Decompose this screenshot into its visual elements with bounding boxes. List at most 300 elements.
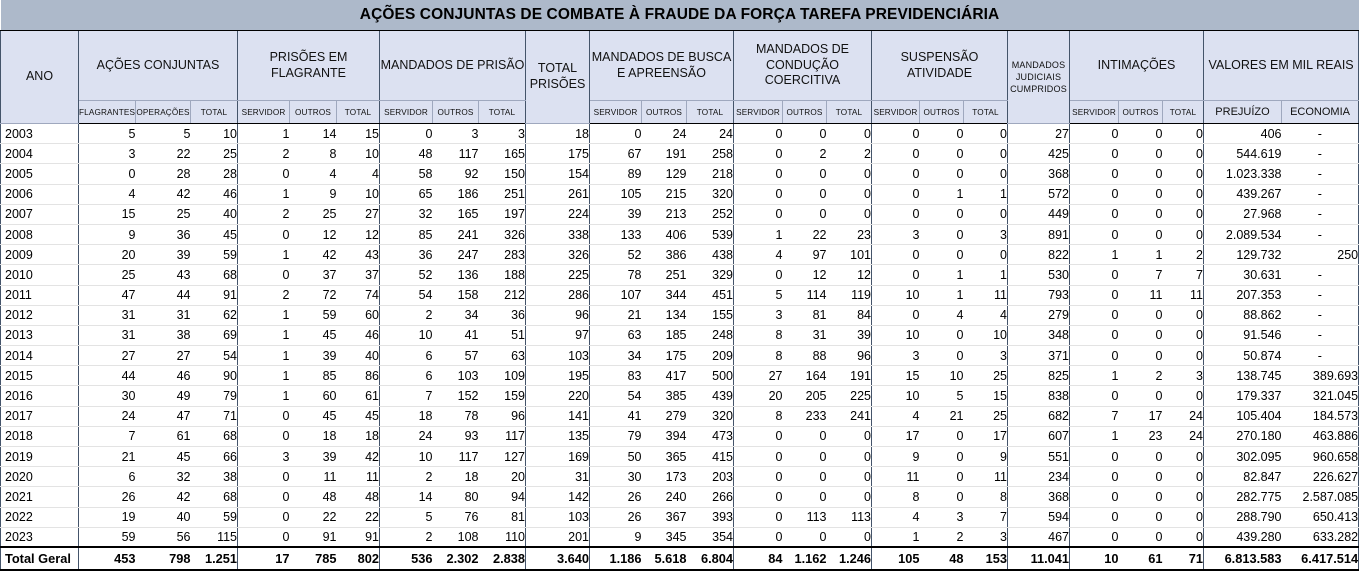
cell-total-pris-es: 286 <box>526 285 590 305</box>
cell-a-es-conjuntas-flagrantes: 4 <box>79 184 136 204</box>
cell-mandados-de-pris-o-total: 96 <box>479 406 526 426</box>
row-year-cell: 2017 <box>1 406 79 426</box>
row-year-cell: 2022 <box>1 507 79 527</box>
header-group-label: TOTAL PRISÕES <box>529 61 586 91</box>
cell-mandados-de-condu-o-coercitiva-outros: 0 <box>783 164 827 184</box>
cell-mandados-de-busca-e-apreens-o-servidor: 9 <box>590 527 642 547</box>
cell-suspens-o-atividade-servidor: 9 <box>872 447 920 467</box>
cell-mandados-de-condu-o-coercitiva-total: 241 <box>827 406 872 426</box>
cell-intima-es-servidor: 0 <box>1070 144 1119 164</box>
cell-a-es-conjuntas-opera-es: 45 <box>136 447 191 467</box>
table-row <box>1 245 1359 265</box>
cell-mandados-de-condu-o-coercitiva-outros: 164 <box>783 366 827 386</box>
cell-mandados-de-busca-e-apreens-o-servidor: 67 <box>590 144 642 164</box>
cell-a-es-conjuntas-total: 59 <box>191 507 238 527</box>
cell-a-es-conjuntas-flagrantes: 19 <box>79 507 136 527</box>
cell-mandados-de-busca-e-apreens-o-total: 415 <box>687 447 734 467</box>
subheader-total: TOTAL <box>964 101 1008 124</box>
cell-intima-es-total: 0 <box>1163 325 1204 345</box>
cell-intima-es-servidor: 10 <box>1070 547 1119 570</box>
cell-intima-es-servidor: 0 <box>1070 305 1119 325</box>
cell-valores-em-mil-reais-preju-zo: 91.546 <box>1204 325 1282 345</box>
cell-pris-es-em-flagrante-servidor: 3 <box>238 447 290 467</box>
table-row <box>1 204 1359 224</box>
cell-mandados-de-condu-o-coercitiva-servidor: 4 <box>734 245 783 265</box>
table-row <box>1 305 1359 325</box>
cell-mandados-de-busca-e-apreens-o-total: 252 <box>687 204 734 224</box>
cell-suspens-o-atividade-servidor: 11 <box>872 467 920 487</box>
cell-pris-es-em-flagrante-outros: 39 <box>290 346 337 366</box>
cell-pris-es-em-flagrante-outros: 91 <box>290 527 337 547</box>
cell-mandados-de-condu-o-coercitiva-servidor: 8 <box>734 406 783 426</box>
cell-mandados-de-condu-o-coercitiva-servidor: 0 <box>734 527 783 547</box>
cell-total-pris-es: 326 <box>526 245 590 265</box>
cell-pris-es-em-flagrante-outros: 8 <box>290 144 337 164</box>
cell-intima-es-total: 24 <box>1163 426 1204 446</box>
cell-mandados-de-condu-o-coercitiva-servidor: 84 <box>734 547 783 570</box>
cell-mandados-de-busca-e-apreens-o-outros: 185 <box>642 325 687 345</box>
cell-suspens-o-atividade-servidor: 105 <box>872 547 920 570</box>
cell-mandados-judiciais-cumpridos: 368 <box>1008 164 1070 184</box>
subheader-flagrantes: FLAGRANTES <box>79 101 136 124</box>
cell-mandados-de-condu-o-coercitiva-outros: 0 <box>783 124 827 144</box>
cell-mandados-de-condu-o-coercitiva-outros: 233 <box>783 406 827 426</box>
subheader-outros: OUTROS <box>1119 101 1163 124</box>
cell-a-es-conjuntas-flagrantes: 9 <box>79 224 136 244</box>
header-group-label: MANDADOS DE PRISÃO <box>380 57 525 72</box>
cell-a-es-conjuntas-total: 69 <box>191 325 238 345</box>
row-year-cell: 2018 <box>1 426 79 446</box>
table-row <box>1 224 1359 244</box>
cell-pris-es-em-flagrante-total: 10 <box>337 144 380 164</box>
cell-suspens-o-atividade-total: 1 <box>964 265 1008 285</box>
subheader-prejuizo: PREJUÍZO <box>1204 101 1282 124</box>
cell-valores-em-mil-reais-preju-zo: 27.968 <box>1204 204 1282 224</box>
cell-intima-es-total: 0 <box>1163 204 1204 224</box>
cell-pris-es-em-flagrante-outros: 72 <box>290 285 337 305</box>
cell-mandados-de-pris-o-total: 51 <box>479 325 526 345</box>
cell-mandados-de-condu-o-coercitiva-outros: 0 <box>783 426 827 446</box>
table-row <box>1 285 1359 305</box>
cell-intima-es-outros: 0 <box>1119 527 1163 547</box>
cell-intima-es-servidor: 0 <box>1070 124 1119 144</box>
cell-total-pris-es: 338 <box>526 224 590 244</box>
cell-suspens-o-atividade-servidor: 0 <box>872 204 920 224</box>
cell-pris-es-em-flagrante-servidor: 17 <box>238 547 290 570</box>
header-group-label: VALORES EM MIL REAIS <box>1208 57 1354 72</box>
cell-mandados-de-busca-e-apreens-o-servidor: 21 <box>590 305 642 325</box>
cell-a-es-conjuntas-total: 62 <box>191 305 238 325</box>
cell-suspens-o-atividade-servidor: 0 <box>872 265 920 285</box>
cell-total-pris-es: 103 <box>526 346 590 366</box>
cell-suspens-o-atividade-servidor: 15 <box>872 366 920 386</box>
cell-mandados-de-busca-e-apreens-o-servidor: 133 <box>590 224 642 244</box>
cell-mandados-de-condu-o-coercitiva-outros: 0 <box>783 204 827 224</box>
cell-intima-es-servidor: 1 <box>1070 426 1119 446</box>
cell-pris-es-em-flagrante-total: 42 <box>337 447 380 467</box>
cell-mandados-de-pris-o-outros: 165 <box>433 204 479 224</box>
cell-a-es-conjuntas-flagrantes: 0 <box>79 164 136 184</box>
cell-mandados-de-busca-e-apreens-o-servidor: 30 <box>590 467 642 487</box>
subheader-servidor: SERVIDOR <box>238 101 290 124</box>
cell-valores-em-mil-reais-preju-zo: 1.023.338 <box>1204 164 1282 184</box>
header-group-busca-apreensao <box>590 31 734 101</box>
row-year-cell: 2006 <box>1 184 79 204</box>
cell-mandados-de-busca-e-apreens-o-servidor: 78 <box>590 265 642 285</box>
cell-pris-es-em-flagrante-total: 10 <box>337 184 380 204</box>
cell-valores-em-mil-reais-economia: 463.886 <box>1282 426 1359 446</box>
cell-intima-es-servidor: 0 <box>1070 507 1119 527</box>
title-row <box>1 0 1359 31</box>
cell-mandados-de-pris-o-total: 127 <box>479 447 526 467</box>
table-row <box>1 487 1359 507</box>
cell-valores-em-mil-reais-preju-zo: 6.813.583 <box>1204 547 1282 570</box>
cell-a-es-conjuntas-total: 25 <box>191 144 238 164</box>
cell-suspens-o-atividade-outros: 10 <box>920 366 964 386</box>
row-year-cell: 2008 <box>1 224 79 244</box>
cell-valores-em-mil-reais-economia: - <box>1282 184 1359 204</box>
cell-mandados-de-pris-o-servidor: 10 <box>380 325 433 345</box>
cell-valores-em-mil-reais-preju-zo: 207.353 <box>1204 285 1282 305</box>
cell-mandados-de-pris-o-outros: 18 <box>433 467 479 487</box>
table-row <box>1 447 1359 467</box>
header-sub-row <box>1 101 1359 124</box>
cell-pris-es-em-flagrante-servidor: 2 <box>238 204 290 224</box>
cell-suspens-o-atividade-outros: 0 <box>920 144 964 164</box>
cell-valores-em-mil-reais-preju-zo: 270.180 <box>1204 426 1282 446</box>
cell-mandados-de-pris-o-total: 165 <box>479 144 526 164</box>
cell-valores-em-mil-reais-preju-zo: 439.280 <box>1204 527 1282 547</box>
subheader-outros: OUTROS <box>920 101 964 124</box>
header-group-label: AÇÕES CONJUNTAS <box>96 57 220 72</box>
cell-pris-es-em-flagrante-servidor: 0 <box>238 406 290 426</box>
header-group-total-prisoes <box>526 31 590 124</box>
cell-mandados-de-busca-e-apreens-o-total: 329 <box>687 265 734 285</box>
cell-pris-es-em-flagrante-outros: 25 <box>290 204 337 224</box>
cell-valores-em-mil-reais-economia: - <box>1282 305 1359 325</box>
cell-a-es-conjuntas-opera-es: 61 <box>136 426 191 446</box>
cell-valores-em-mil-reais-preju-zo: 288.790 <box>1204 507 1282 527</box>
cell-mandados-de-busca-e-apreens-o-outros: 279 <box>642 406 687 426</box>
cell-valores-em-mil-reais-economia: - <box>1282 285 1359 305</box>
cell-mandados-de-pris-o-outros: 2.302 <box>433 547 479 570</box>
cell-a-es-conjuntas-total: 28 <box>191 164 238 184</box>
cell-mandados-de-busca-e-apreens-o-outros: 345 <box>642 527 687 547</box>
cell-pris-es-em-flagrante-total: 48 <box>337 487 380 507</box>
cell-suspens-o-atividade-outros: 1 <box>920 285 964 305</box>
cell-mandados-judiciais-cumpridos: 530 <box>1008 265 1070 285</box>
cell-mandados-de-busca-e-apreens-o-servidor: 26 <box>590 507 642 527</box>
cell-valores-em-mil-reais-economia: 650.413 <box>1282 507 1359 527</box>
cell-intima-es-outros: 61 <box>1119 547 1163 570</box>
cell-suspens-o-atividade-total: 0 <box>964 204 1008 224</box>
cell-suspens-o-atividade-total: 17 <box>964 426 1008 446</box>
cell-mandados-de-condu-o-coercitiva-total: 1.246 <box>827 547 872 570</box>
cell-mandados-de-pris-o-servidor: 85 <box>380 224 433 244</box>
cell-mandados-de-busca-e-apreens-o-servidor: 79 <box>590 426 642 446</box>
cell-intima-es-outros: 0 <box>1119 386 1163 406</box>
table-row <box>1 144 1359 164</box>
cell-intima-es-outros: 0 <box>1119 467 1163 487</box>
cell-mandados-de-condu-o-coercitiva-total: 113 <box>827 507 872 527</box>
cell-pris-es-em-flagrante-total: 45 <box>337 406 380 426</box>
cell-mandados-de-condu-o-coercitiva-servidor: 0 <box>734 265 783 285</box>
cell-mandados-de-busca-e-apreens-o-total: 393 <box>687 507 734 527</box>
cell-mandados-de-pris-o-total: 110 <box>479 527 526 547</box>
cell-a-es-conjuntas-flagrantes: 27 <box>79 346 136 366</box>
cell-total-pris-es: 142 <box>526 487 590 507</box>
header-group-label: MANDADOS DE BUSCA E APREENSÃO <box>591 49 732 80</box>
cell-mandados-de-pris-o-servidor: 2 <box>380 527 433 547</box>
subheader-servidor: SERVIDOR <box>1070 101 1119 124</box>
cell-intima-es-outros: 0 <box>1119 204 1163 224</box>
cell-mandados-de-busca-e-apreens-o-total: 258 <box>687 144 734 164</box>
cell-a-es-conjuntas-total: 68 <box>191 487 238 507</box>
cell-mandados-judiciais-cumpridos: 793 <box>1008 285 1070 305</box>
cell-intima-es-total: 0 <box>1163 184 1204 204</box>
cell-a-es-conjuntas-total: 59 <box>191 245 238 265</box>
cell-mandados-de-pris-o-outros: 78 <box>433 406 479 426</box>
cell-intima-es-servidor: 0 <box>1070 164 1119 184</box>
cell-mandados-de-condu-o-coercitiva-servidor: 0 <box>734 467 783 487</box>
cell-mandados-judiciais-cumpridos: 27 <box>1008 124 1070 144</box>
cell-mandados-de-busca-e-apreens-o-total: 354 <box>687 527 734 547</box>
cell-intima-es-servidor: 0 <box>1070 346 1119 366</box>
cell-a-es-conjuntas-opera-es: 42 <box>136 184 191 204</box>
cell-mandados-de-pris-o-servidor: 32 <box>380 204 433 224</box>
cell-valores-em-mil-reais-economia: - <box>1282 325 1359 345</box>
cell-mandados-de-pris-o-outros: 158 <box>433 285 479 305</box>
cell-a-es-conjuntas-total: 45 <box>191 224 238 244</box>
cell-pris-es-em-flagrante-total: 74 <box>337 285 380 305</box>
cell-pris-es-em-flagrante-servidor: 0 <box>238 507 290 527</box>
cell-suspens-o-atividade-total: 4 <box>964 305 1008 325</box>
cell-a-es-conjuntas-opera-es: 38 <box>136 325 191 345</box>
cell-suspens-o-atividade-outros: 1 <box>920 265 964 285</box>
cell-pris-es-em-flagrante-servidor: 1 <box>238 124 290 144</box>
cell-mandados-de-busca-e-apreens-o-total: 248 <box>687 325 734 345</box>
cell-total-pris-es: 18 <box>526 124 590 144</box>
cell-pris-es-em-flagrante-total: 60 <box>337 305 380 325</box>
cell-mandados-de-pris-o-servidor: 65 <box>380 184 433 204</box>
cell-mandados-de-condu-o-coercitiva-total: 0 <box>827 426 872 446</box>
cell-suspens-o-atividade-outros: 0 <box>920 124 964 144</box>
cell-intima-es-servidor: 0 <box>1070 386 1119 406</box>
cell-intima-es-total: 0 <box>1163 447 1204 467</box>
cell-total-pris-es: 3.640 <box>526 547 590 570</box>
cell-a-es-conjuntas-opera-es: 798 <box>136 547 191 570</box>
cell-a-es-conjuntas-opera-es: 42 <box>136 487 191 507</box>
cell-pris-es-em-flagrante-total: 22 <box>337 507 380 527</box>
cell-mandados-de-condu-o-coercitiva-total: 39 <box>827 325 872 345</box>
cell-mandados-de-condu-o-coercitiva-outros: 81 <box>783 305 827 325</box>
cell-mandados-de-busca-e-apreens-o-total: 473 <box>687 426 734 446</box>
cell-intima-es-outros: 1 <box>1119 245 1163 265</box>
cell-mandados-judiciais-cumpridos: 467 <box>1008 527 1070 547</box>
cell-pris-es-em-flagrante-total: 61 <box>337 386 380 406</box>
cell-mandados-de-busca-e-apreens-o-servidor: 63 <box>590 325 642 345</box>
cell-mandados-de-busca-e-apreens-o-outros: 24 <box>642 124 687 144</box>
cell-suspens-o-atividade-outros: 48 <box>920 547 964 570</box>
row-year-cell: 2010 <box>1 265 79 285</box>
cell-valores-em-mil-reais-economia: 633.282 <box>1282 527 1359 547</box>
cell-valores-em-mil-reais-economia: 321.045 <box>1282 386 1359 406</box>
cell-mandados-de-pris-o-servidor: 6 <box>380 366 433 386</box>
cell-valores-em-mil-reais-economia: - <box>1282 346 1359 366</box>
cell-mandados-de-busca-e-apreens-o-outros: 213 <box>642 204 687 224</box>
table-row <box>1 124 1359 144</box>
cell-intima-es-total: 24 <box>1163 406 1204 426</box>
cell-suspens-o-atividade-servidor: 1 <box>872 527 920 547</box>
cell-intima-es-servidor: 0 <box>1070 325 1119 345</box>
table-row <box>1 467 1359 487</box>
cell-intima-es-servidor: 1 <box>1070 366 1119 386</box>
cell-mandados-de-condu-o-coercitiva-total: 0 <box>827 204 872 224</box>
cell-a-es-conjuntas-flagrantes: 20 <box>79 245 136 265</box>
cell-mandados-de-pris-o-total: 63 <box>479 346 526 366</box>
cell-mandados-de-pris-o-servidor: 52 <box>380 265 433 285</box>
table-row <box>1 265 1359 285</box>
cell-valores-em-mil-reais-economia: 2.587.085 <box>1282 487 1359 507</box>
cell-suspens-o-atividade-servidor: 0 <box>872 164 920 184</box>
row-year-cell: 2012 <box>1 305 79 325</box>
cell-intima-es-outros: 17 <box>1119 406 1163 426</box>
cell-suspens-o-atividade-outros: 0 <box>920 204 964 224</box>
cell-mandados-de-pris-o-servidor: 48 <box>380 144 433 164</box>
cell-mandados-de-condu-o-coercitiva-total: 84 <box>827 305 872 325</box>
cell-pris-es-em-flagrante-servidor: 2 <box>238 285 290 305</box>
column-header-ano <box>1 31 79 124</box>
cell-mandados-de-condu-o-coercitiva-total: 0 <box>827 164 872 184</box>
cell-pris-es-em-flagrante-outros: 785 <box>290 547 337 570</box>
cell-a-es-conjuntas-flagrantes: 15 <box>79 204 136 224</box>
cell-suspens-o-atividade-total: 11 <box>964 285 1008 305</box>
subheader-servidor: SERVIDOR <box>590 101 642 124</box>
cell-mandados-de-busca-e-apreens-o-total: 320 <box>687 184 734 204</box>
cell-suspens-o-atividade-servidor: 10 <box>872 285 920 305</box>
cell-pris-es-em-flagrante-outros: 42 <box>290 245 337 265</box>
cell-a-es-conjuntas-flagrantes: 21 <box>79 447 136 467</box>
cell-mandados-judiciais-cumpridos: 594 <box>1008 507 1070 527</box>
header-group-label: MANDADOS DE CONDUÇÃO COERCITIVA <box>755 42 850 88</box>
cell-mandados-de-condu-o-coercitiva-total: 0 <box>827 467 872 487</box>
cell-mandados-de-busca-e-apreens-o-servidor: 0 <box>590 124 642 144</box>
cell-mandados-de-pris-o-outros: 241 <box>433 224 479 244</box>
subheader-total: TOTAL <box>687 101 734 124</box>
cell-mandados-de-condu-o-coercitiva-servidor: 8 <box>734 346 783 366</box>
cell-intima-es-outros: 0 <box>1119 346 1163 366</box>
cell-a-es-conjuntas-total: 1.251 <box>191 547 238 570</box>
row-year-cell: 2009 <box>1 245 79 265</box>
cell-a-es-conjuntas-flagrantes: 31 <box>79 305 136 325</box>
cell-suspens-o-atividade-total: 8 <box>964 487 1008 507</box>
cell-intima-es-total: 0 <box>1163 346 1204 366</box>
cell-mandados-de-condu-o-coercitiva-outros: 113 <box>783 507 827 527</box>
cell-suspens-o-atividade-outros: 0 <box>920 164 964 184</box>
cell-suspens-o-atividade-servidor: 0 <box>872 124 920 144</box>
header-group-valores <box>1204 31 1359 101</box>
cell-valores-em-mil-reais-economia: - <box>1282 204 1359 224</box>
cell-mandados-de-busca-e-apreens-o-outros: 175 <box>642 346 687 366</box>
header-group-conducao-coercitiva <box>734 31 872 101</box>
cell-total-pris-es: 135 <box>526 426 590 446</box>
subheader-economia: ECONOMIA <box>1282 101 1359 124</box>
cell-a-es-conjuntas-flagrantes: 47 <box>79 285 136 305</box>
cell-intima-es-servidor: 0 <box>1070 204 1119 224</box>
cell-mandados-de-pris-o-outros: 92 <box>433 164 479 184</box>
cell-a-es-conjuntas-opera-es: 5 <box>136 124 191 144</box>
cell-valores-em-mil-reais-preju-zo: 105.404 <box>1204 406 1282 426</box>
cell-suspens-o-atividade-total: 1 <box>964 184 1008 204</box>
cell-suspens-o-atividade-total: 9 <box>964 447 1008 467</box>
cell-total-pris-es: 225 <box>526 265 590 285</box>
row-year-cell: 2015 <box>1 366 79 386</box>
cell-mandados-de-pris-o-outros: 247 <box>433 245 479 265</box>
row-year-cell: 2016 <box>1 386 79 406</box>
cell-mandados-de-pris-o-outros: 152 <box>433 386 479 406</box>
cell-suspens-o-atividade-outros: 21 <box>920 406 964 426</box>
cell-pris-es-em-flagrante-outros: 39 <box>290 447 337 467</box>
cell-suspens-o-atividade-total: 25 <box>964 406 1008 426</box>
cell-a-es-conjuntas-flagrantes: 30 <box>79 386 136 406</box>
header-group-label: INTIMAÇÕES <box>1097 57 1176 72</box>
cell-mandados-de-pris-o-total: 20 <box>479 467 526 487</box>
cell-pris-es-em-flagrante-outros: 45 <box>290 325 337 345</box>
cell-mandados-de-condu-o-coercitiva-outros: 97 <box>783 245 827 265</box>
cell-pris-es-em-flagrante-outros: 14 <box>290 124 337 144</box>
cell-suspens-o-atividade-outros: 0 <box>920 467 964 487</box>
table-row <box>1 325 1359 345</box>
cell-mandados-de-busca-e-apreens-o-servidor: 52 <box>590 245 642 265</box>
cell-a-es-conjuntas-opera-es: 36 <box>136 224 191 244</box>
cell-mandados-de-condu-o-coercitiva-servidor: 0 <box>734 426 783 446</box>
cell-suspens-o-atividade-outros: 4 <box>920 305 964 325</box>
cell-total-pris-es: 169 <box>526 447 590 467</box>
cell-suspens-o-atividade-total: 7 <box>964 507 1008 527</box>
cell-intima-es-total: 0 <box>1163 124 1204 144</box>
cell-mandados-de-condu-o-coercitiva-servidor: 0 <box>734 184 783 204</box>
cell-mandados-de-busca-e-apreens-o-outros: 367 <box>642 507 687 527</box>
cell-pris-es-em-flagrante-servidor: 1 <box>238 305 290 325</box>
cell-a-es-conjuntas-opera-es: 46 <box>136 366 191 386</box>
cell-mandados-de-condu-o-coercitiva-servidor: 1 <box>734 224 783 244</box>
cell-mandados-de-pris-o-total: 117 <box>479 426 526 446</box>
cell-intima-es-servidor: 0 <box>1070 285 1119 305</box>
cell-mandados-de-pris-o-servidor: 536 <box>380 547 433 570</box>
cell-mandados-de-condu-o-coercitiva-total: 0 <box>827 487 872 507</box>
cell-suspens-o-atividade-outros: 0 <box>920 245 964 265</box>
cell-intima-es-total: 71 <box>1163 547 1204 570</box>
cell-suspens-o-atividade-servidor: 3 <box>872 346 920 366</box>
cell-pris-es-em-flagrante-total: 18 <box>337 426 380 446</box>
cell-mandados-de-pris-o-total: 109 <box>479 366 526 386</box>
cell-a-es-conjuntas-flagrantes: 7 <box>79 426 136 446</box>
table-row <box>1 507 1359 527</box>
cell-pris-es-em-flagrante-outros: 22 <box>290 507 337 527</box>
cell-pris-es-em-flagrante-servidor: 1 <box>238 346 290 366</box>
cell-a-es-conjuntas-flagrantes: 44 <box>79 366 136 386</box>
cell-valores-em-mil-reais-preju-zo: 88.862 <box>1204 305 1282 325</box>
cell-valores-em-mil-reais-economia: 250 <box>1282 245 1359 265</box>
cell-a-es-conjuntas-opera-es: 27 <box>136 346 191 366</box>
cell-a-es-conjuntas-opera-es: 22 <box>136 144 191 164</box>
cell-mandados-judiciais-cumpridos: 891 <box>1008 224 1070 244</box>
cell-suspens-o-atividade-servidor: 3 <box>872 224 920 244</box>
cell-mandados-de-busca-e-apreens-o-total: 209 <box>687 346 734 366</box>
subheader-total: TOTAL <box>337 101 380 124</box>
cell-mandados-de-condu-o-coercitiva-servidor: 0 <box>734 507 783 527</box>
cell-mandados-de-pris-o-servidor: 0 <box>380 124 433 144</box>
